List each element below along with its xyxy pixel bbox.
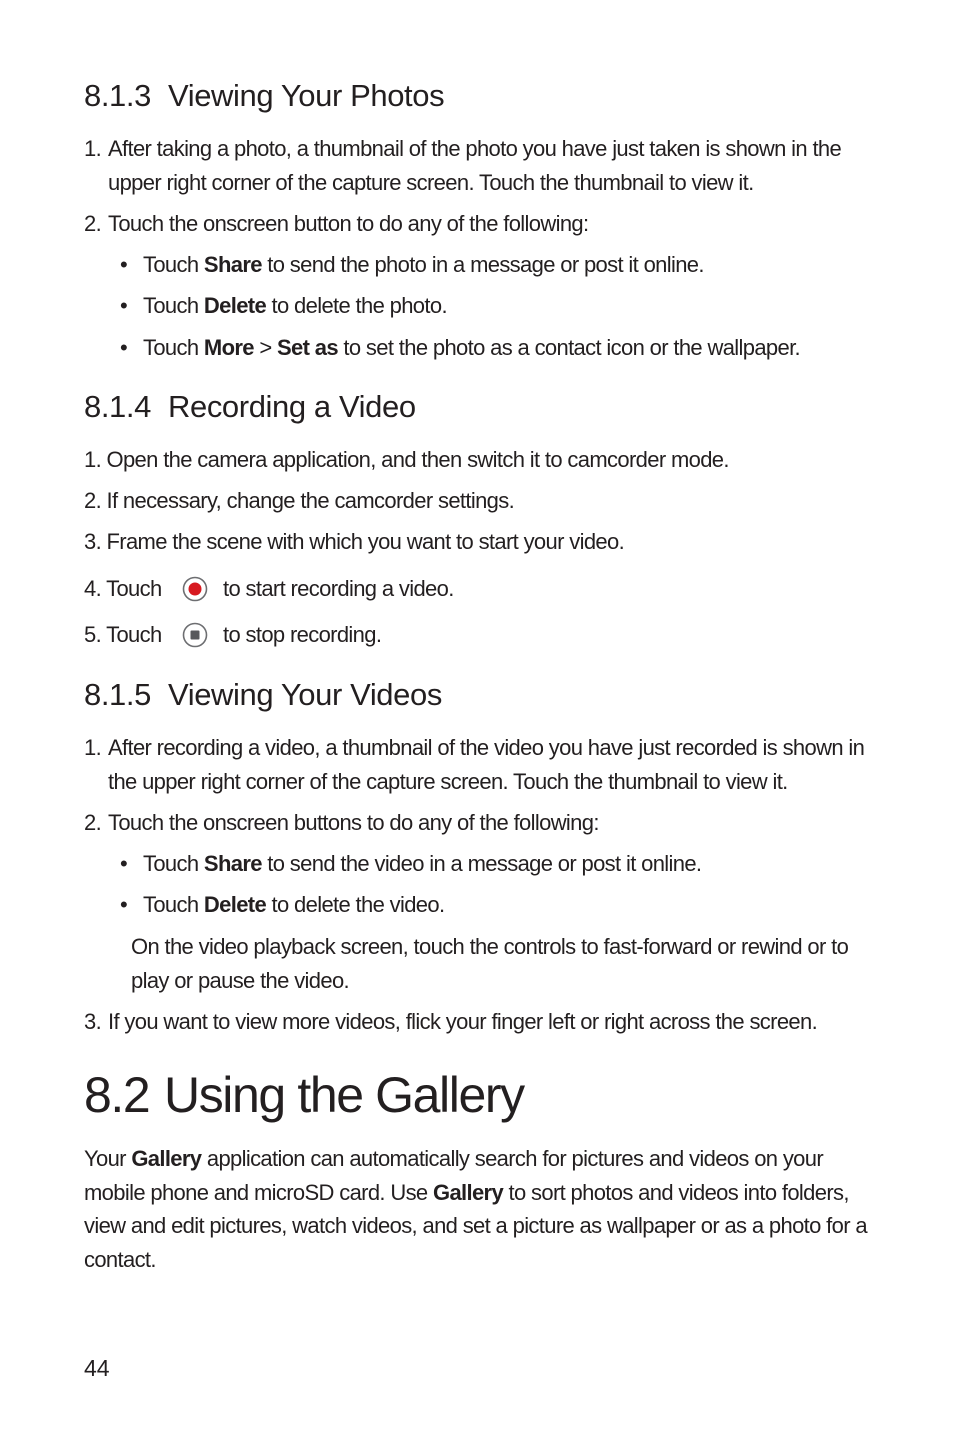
- step-text: 1. Open the camera application, and then switch it to camcorder mode.: [84, 447, 729, 472]
- step-text: 3. Frame the scene with which you want to start your video.: [84, 529, 625, 554]
- step-text: 5. Touch: [84, 622, 162, 647]
- step-text: 2. If necessary, change the camcorder settings.: [84, 488, 515, 513]
- delete-label: Delete: [203, 293, 267, 318]
- video-step-1: [84, 443, 874, 477]
- gallery-paragraph: [84, 1142, 874, 1276]
- bullet-text: Touch: [143, 293, 204, 318]
- videos-step-1: [84, 731, 874, 799]
- bullet-marker: •: [120, 892, 128, 917]
- bullet-text: to send the video in a message or post it online.: [261, 851, 702, 876]
- paragraph-text: Your: [84, 1146, 132, 1171]
- heading-using-the-gallery: [84, 1066, 524, 1124]
- videos-bullet-share: [120, 847, 701, 881]
- step-number: 3.: [84, 1009, 102, 1034]
- bullet-text: to delete the photo.: [266, 293, 447, 318]
- delete-label: Delete: [203, 892, 267, 917]
- set-as-label: Set as: [277, 335, 338, 360]
- step-text: Touch the onscreen button to do any of the following:: [108, 211, 589, 236]
- videos-step-2: [84, 806, 874, 840]
- video-step-3: [84, 525, 874, 559]
- step-text: If you want to view more videos, flick your finger left or right across the screen.: [108, 1009, 818, 1034]
- bullet-text: to send the photo in a message or post it online.: [261, 252, 704, 277]
- photo-bullet-share: [120, 248, 704, 282]
- photo-bullet-delete: [120, 289, 447, 323]
- bullet-marker: •: [120, 252, 128, 277]
- section-number: 8.1.5: [84, 677, 151, 712]
- heading-viewing-your-photos: [84, 78, 444, 114]
- step-text: to stop recording.: [223, 622, 382, 647]
- bullet-text: Touch: [143, 252, 204, 277]
- share-label: Share: [203, 851, 262, 876]
- step-text: Touch the onscreen buttons to do any of the following:: [108, 810, 599, 835]
- step-number: 2.: [84, 810, 102, 835]
- photo-bullet-more-set-as: [120, 331, 800, 365]
- videos-bullet-delete: [120, 888, 444, 922]
- section-title: Using the Gallery: [164, 1067, 524, 1123]
- record-button-icon: [182, 576, 208, 602]
- step-number: 1.: [84, 136, 102, 161]
- section-title: Recording a Video: [168, 389, 416, 424]
- playback-note: On the video playback screen, touch the controls to fast-forward or rewind or to play or pause the video.: [131, 934, 849, 993]
- photo-step-2: [84, 207, 874, 241]
- bullet-text: >: [253, 335, 278, 360]
- bullet-text: Touch: [143, 892, 204, 917]
- section-number: 8.1.4: [84, 389, 151, 424]
- section-number: 8.1.3: [84, 78, 151, 113]
- gallery-label: Gallery: [131, 1146, 202, 1171]
- bullet-marker: •: [120, 293, 128, 318]
- more-label: More: [203, 335, 254, 360]
- bullet-text: to delete the video.: [266, 892, 445, 917]
- step-text: After taking a photo, a thumbnail of the photo you have just taken is shown in the upper right corner of the capture screen. Touch the thumbnail to view it.: [108, 136, 842, 195]
- step-number: 2.: [84, 211, 102, 236]
- paragraph-text: to sort photos and videos into folders, view and edit pictures, watch videos, and set a picture as wallpaper or as a photo for a contact.: [84, 1179, 867, 1272]
- bullet-marker: •: [120, 851, 128, 876]
- section-title: Viewing Your Videos: [168, 677, 442, 712]
- page-number: 44: [84, 1355, 110, 1381]
- photo-step-1: [84, 132, 874, 200]
- bullet-text: to set the photo as a contact icon or the wallpaper.: [337, 335, 801, 360]
- video-step-5: [84, 618, 382, 652]
- stop-button-icon: [182, 622, 208, 648]
- step-number: 1.: [84, 735, 102, 760]
- video-step-2: [84, 484, 874, 518]
- step-text: After recording a video, a thumbnail of the video you have just recorded is shown in the upper right corner of the capture screen. Touch the thumbnail to view it.: [108, 735, 865, 794]
- videos-step-3: [84, 1005, 874, 1039]
- bullet-text: Touch: [143, 335, 204, 360]
- step-text: 4. Touch: [84, 576, 162, 601]
- heading-viewing-your-videos: [84, 677, 442, 713]
- section-number: 8.2: [84, 1067, 150, 1123]
- bullet-marker: •: [120, 335, 128, 360]
- video-step-4: [84, 572, 454, 606]
- gallery-label: Gallery: [432, 1179, 504, 1205]
- paragraph-text: application can automatically search for pictures and videos on your mobile phone and microSD card. Use: [84, 1146, 824, 1205]
- section-title: Viewing Your Photos: [168, 78, 445, 113]
- share-label: Share: [203, 252, 262, 277]
- step-text: to start recording a video.: [223, 576, 454, 601]
- heading-recording-a-video: [84, 389, 416, 425]
- bullet-text: Touch: [143, 851, 204, 876]
